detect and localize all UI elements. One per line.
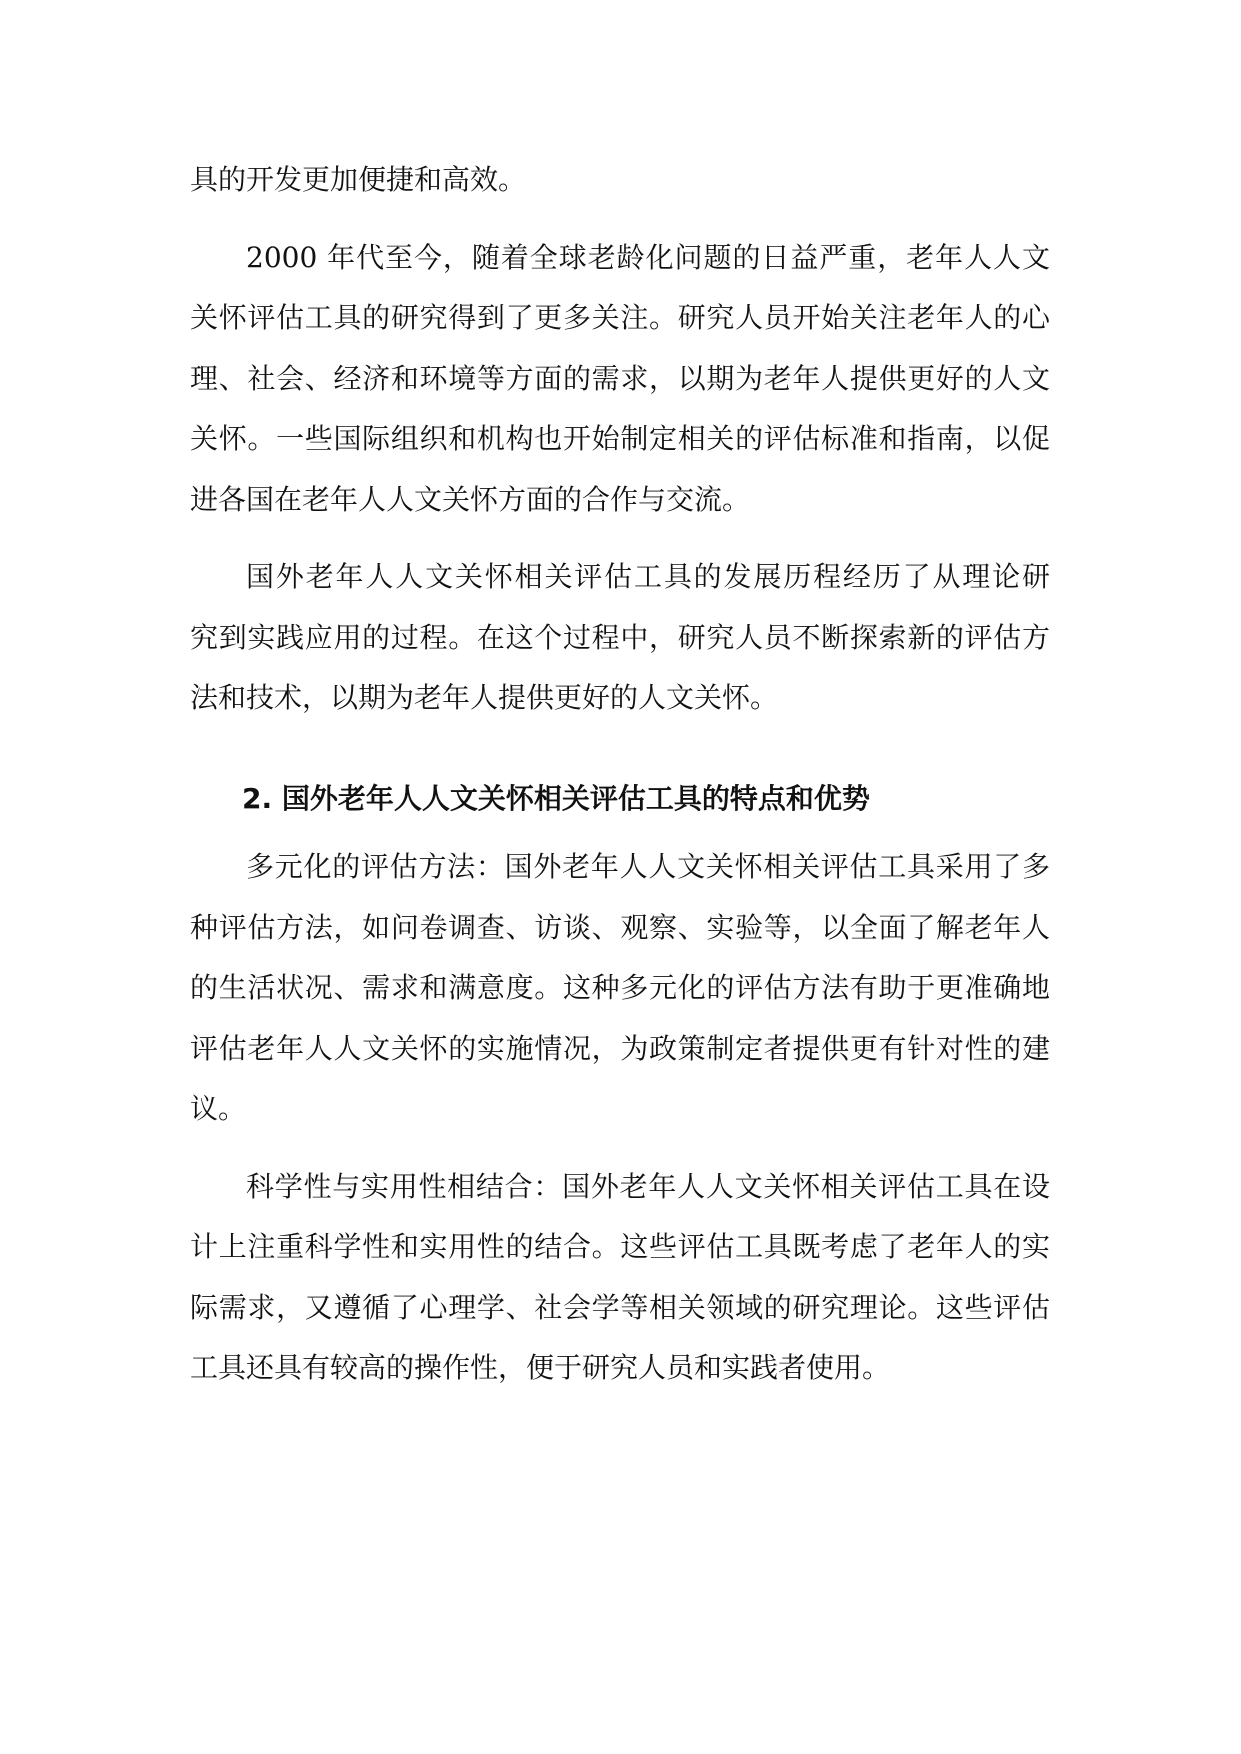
paragraph-science-practicality xyxy=(190,1157,1050,1399)
text-line: 究到实践应用的过程。在这个过程中，研究人员不断探索新的评估方 xyxy=(190,620,1050,654)
paragraph-2000s xyxy=(190,228,1050,531)
text-line: 议。 xyxy=(190,1092,247,1125)
text-line: 科学性与实用性相结合：国外老年人人文关怀相关评估工具在设 xyxy=(246,1169,1050,1203)
text-line: 的生活状况、需求和满意度。这种多元化的评估方法有助于更准确地 xyxy=(190,971,1050,1004)
text-line: 法和技术，以期为老年人提供更好的人文关怀。 xyxy=(190,681,779,714)
document-body xyxy=(190,150,1050,1399)
text-line: 评估老年人人文关怀的实施情况，为政策制定者提供更有针对性的建 xyxy=(190,1031,1050,1065)
text-line: 具的开发更加便捷和高效。 xyxy=(190,163,527,196)
text-line: 种评估方法，如问卷调查、访谈、观察、实验等，以全面了解老年人 xyxy=(190,910,1050,944)
text-line: 多元化的评估方法：国外老年人人文关怀相关评估工具采用了多 xyxy=(246,850,1050,883)
text-line: 进各国在老年人人文关怀方面的合作与交流。 xyxy=(190,482,751,516)
text-line: 工具还具有较高的操作性，便于研究人员和实践者使用。 xyxy=(190,1351,891,1384)
paragraph-development-history xyxy=(190,547,1050,729)
text-line: 际需求，又遵循了心理学、社会学等相关领域的研究理论。这些评估 xyxy=(190,1290,1050,1324)
paragraph-continuation xyxy=(190,150,1050,211)
paragraph-diverse-methods xyxy=(190,837,1050,1140)
section-heading: 2. 国外老年人人文关怀相关评估工具的特点和优势 xyxy=(242,781,870,815)
text-line: 理、社会、经济和环境等方面的需求，以期为老年人提供更好的人文 xyxy=(190,361,1050,395)
text-line: 计上注重科学性和实用性的结合。这些评估工具既考虑了老年人的实 xyxy=(190,1230,1050,1263)
text-line: 关怀。一些国际组织和机构也开始制定相关的评估标准和指南，以促 xyxy=(190,422,1050,455)
text-line: 2000 年代至今，随着全球老龄化问题的日益严重，老年人人文 xyxy=(246,240,1050,274)
text-line: 国外老年人人文关怀相关评估工具的发展历程经历了从理论研 xyxy=(246,560,1050,593)
text-line: 关怀评估工具的研究得到了更多关注。研究人员开始关注老年人的心 xyxy=(190,301,1050,334)
